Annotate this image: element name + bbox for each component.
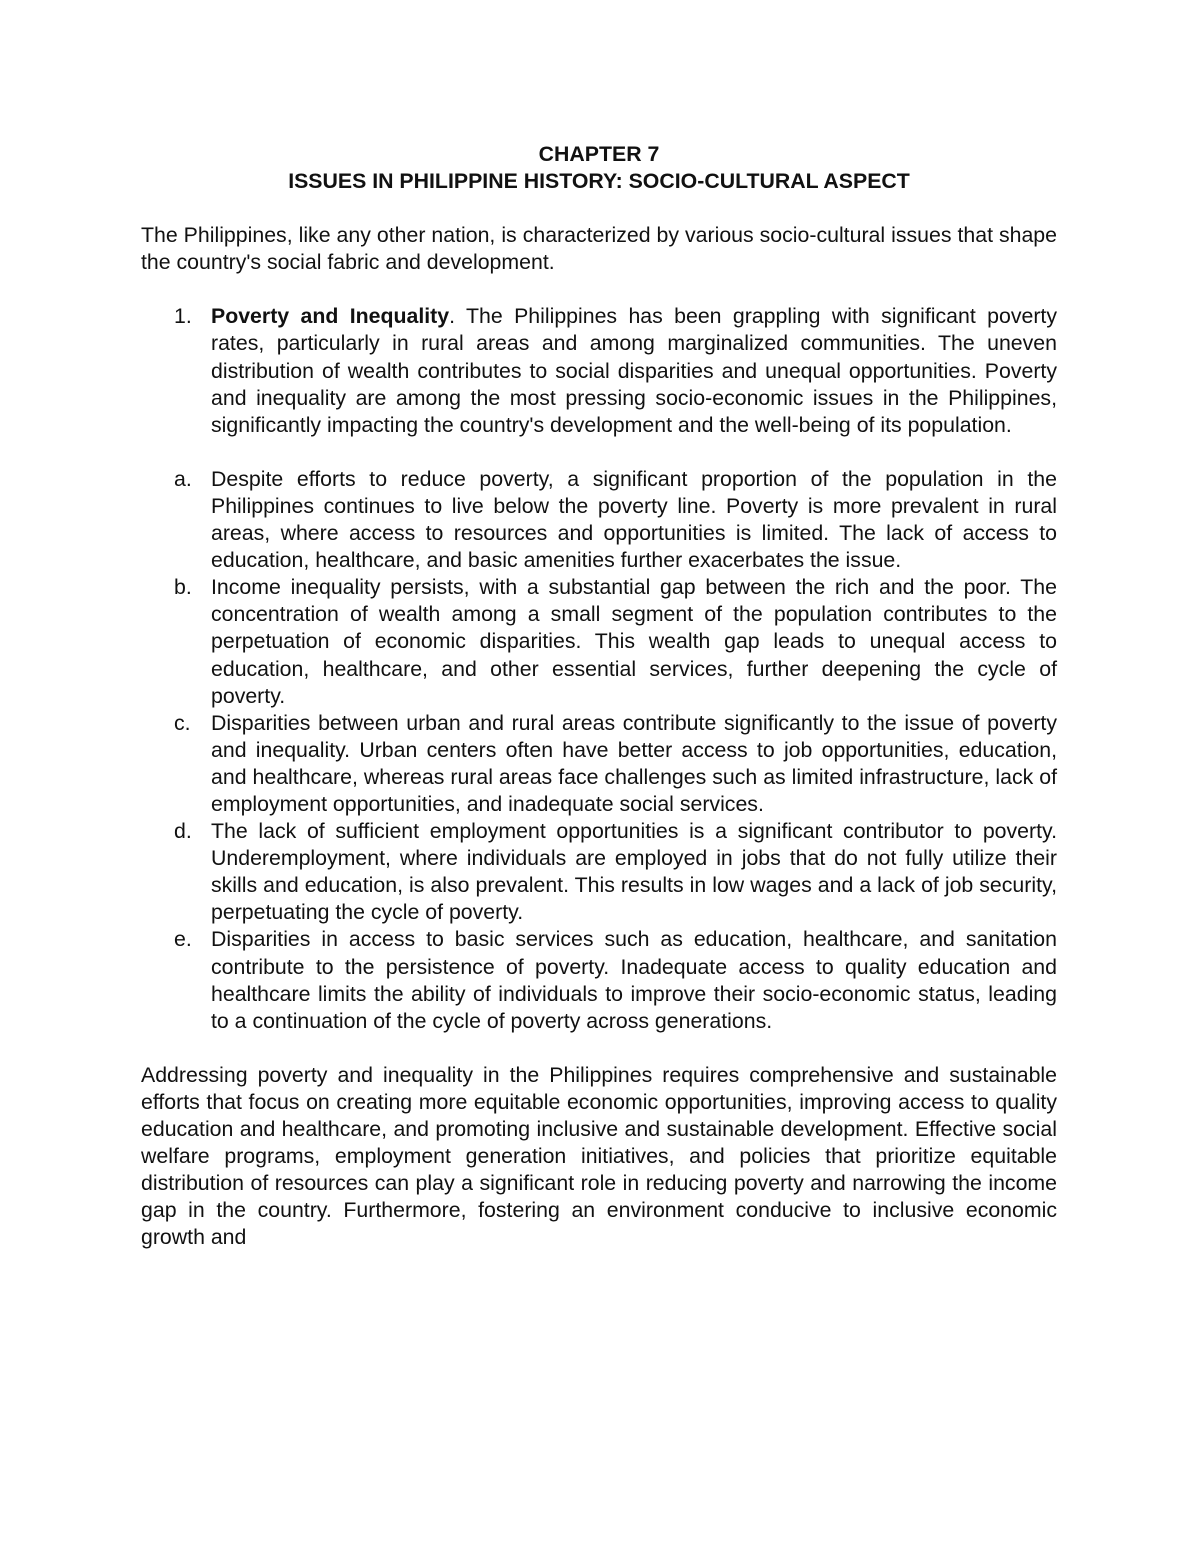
sub-item-list (141, 466, 1057, 1035)
intro-paragraph: The Philippines, like any other nation, is characterized by various socio-cultural issues that shape the country's social fabric and development. (141, 223, 1057, 275)
list-marker: 1. (174, 304, 192, 329)
list-marker: b. (174, 575, 192, 600)
item-text: . The Philippines has been grappling with significant poverty rates, particularly in rural areas and among marginalized communities. The uneven distribution of wealth contributes to social disparities and unequal opportunities. Poverty and inequality are among the most pressing socio-economic issues in the Philippines, significantly impacting the country's development and the well-being of its population. (211, 304, 1057, 437)
chapter-title: ISSUES IN PHILIPPINE HISTORY: SOCIO-CULTURAL ASPECT (288, 169, 910, 194)
list-item-text: The lack of sufficient employment opportunities is a significant contributor to poverty. Underemployment, where individuals are employed in jobs that do not fully utilize their skills and education, is also prevalent. This results in low wages and a lack of job security, perpetuating the cycle of poverty. (211, 819, 1057, 925)
item-bold-title: Poverty and Inequality (211, 304, 450, 329)
list-item-text: Disparities in access to basic services such as education, healthcare, and sanitation contribute to the persistence of poverty. Inadequate access to quality education and healthcare limits the ability of individuals to improve their socio-economic status, leading to a continuation of the cycle of poverty across generations. (211, 927, 1057, 1033)
list-item (141, 574, 1057, 709)
list-item-text: Despite efforts to reduce poverty, a significant proportion of the population in the Philippines continues to live below the poverty line. Poverty is more prevalent in rural areas, where access to resources and opportunities is limited. The lack of access to education, healthcare, and basic amenities further exacerbates the issue. (211, 466, 1057, 573)
closing-paragraph: Addressing poverty and inequality in the Philippines requires comprehensive and sustainable efforts that focus on creating more equitable economic opportunities, improving access to quality education and healthcare, and promoting inclusive and sustainable development. Effective social welfare programs, employment generation initiatives, and policies that prioritize equitable distribution of resources can play a significant role in reducing poverty and narrowing the income gap in the country. Furthermore, fostering an environment conducive to inclusive economic growth and (141, 1062, 1057, 1250)
list-marker: a. (174, 466, 192, 491)
list-marker: c. (174, 710, 191, 735)
list-item-text: Income inequality persists, with a substantial gap between the rich and the poor. The concentration of wealth among a small segment of the population contributes to the perpetuation of economic disparities. This wealth gap leads to unequal access to education, healthcare, and other essential services, further deepening the cycle of poverty. (211, 575, 1057, 708)
chapter-number: CHAPTER 7 (538, 142, 660, 166)
list-item (141, 466, 1057, 574)
list-item (141, 926, 1057, 1034)
document-page (141, 141, 1057, 1251)
list-marker: e. (174, 927, 192, 952)
list-item (141, 710, 1057, 818)
list-item (141, 818, 1057, 926)
numbered-item-body (211, 303, 1057, 438)
list-marker: d. (174, 819, 192, 844)
numbered-item-poverty (141, 303, 1057, 438)
list-item-text: Disparities between urban and rural areas contribute significantly to the issue of poverty and inequality. Urban centers often have better access to job opportunities, education, and healthcare, whereas rural areas face challenges such as limited infrastructure, lack of employment opportunities, and inadequate social services. (211, 710, 1057, 816)
